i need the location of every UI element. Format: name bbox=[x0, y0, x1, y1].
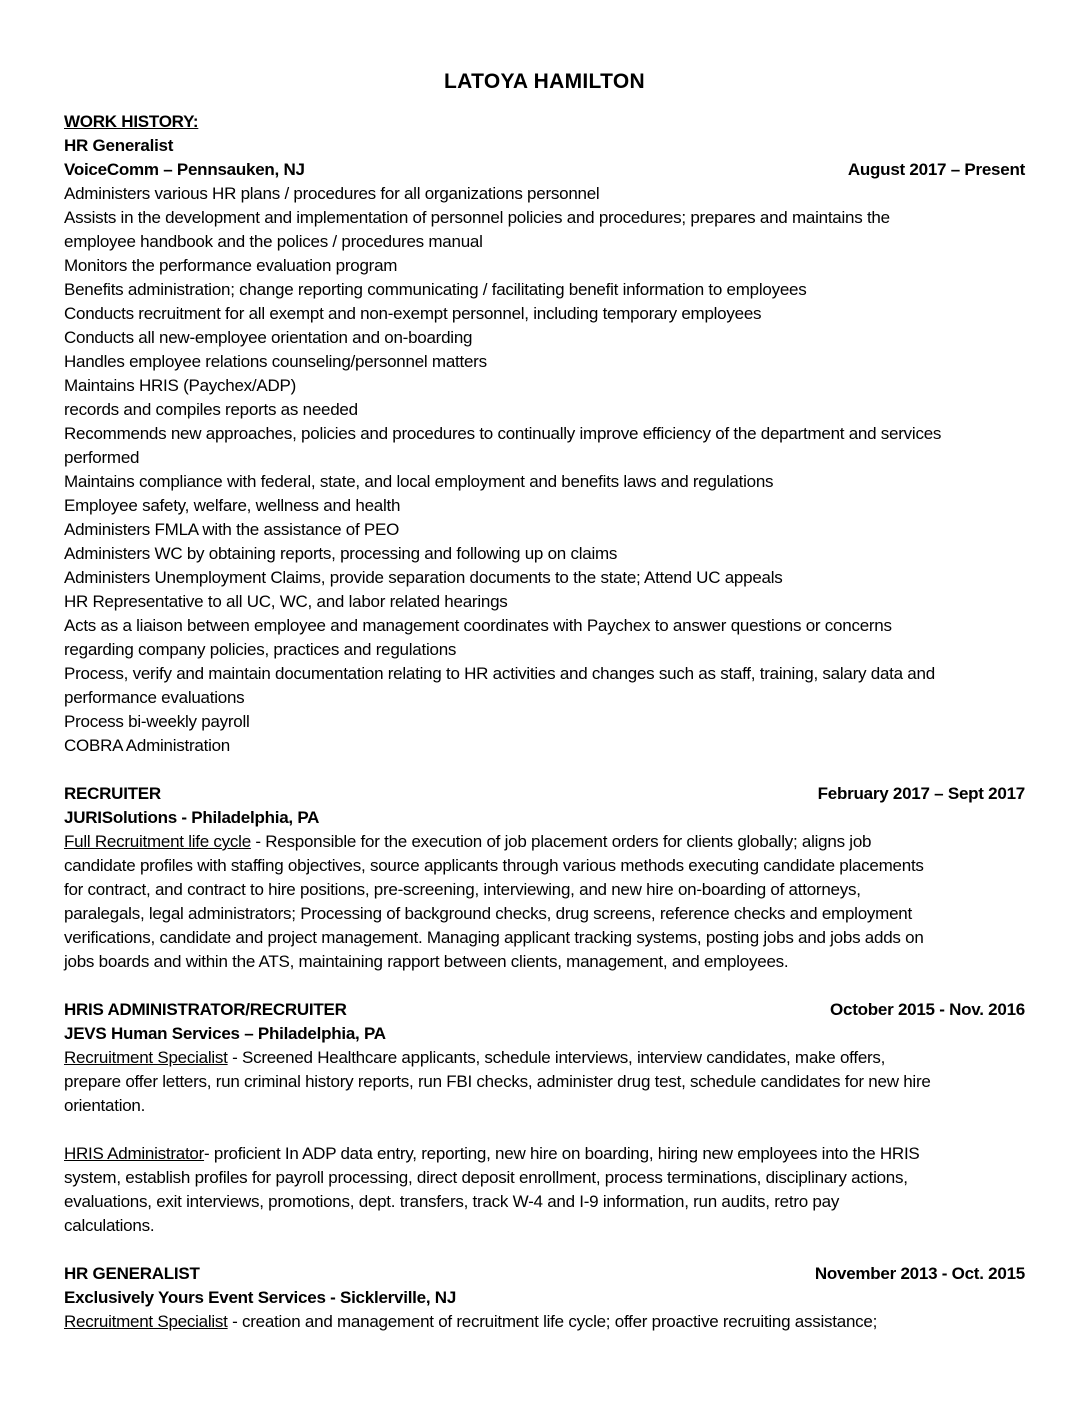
job-header-line bbox=[64, 806, 1025, 830]
job-duty-line bbox=[64, 686, 1025, 710]
jobs-list bbox=[64, 134, 1025, 1334]
job-duty-line bbox=[64, 638, 1025, 662]
duty-text: records and compiles reports as needed bbox=[64, 400, 358, 419]
job-duty-line bbox=[64, 374, 1025, 398]
job-duty-line bbox=[64, 422, 1025, 446]
job-section bbox=[64, 1262, 1025, 1334]
job-header-line bbox=[64, 1286, 1025, 1310]
duty-text: Employee safety, welfare, wellness and health bbox=[64, 496, 401, 515]
duty-text: Monitors the performance evaluation program bbox=[64, 256, 398, 275]
duty-text: for contract, and contract to hire positions, pre-screening, interviewing, and new hire on-boarding of attorneys, bbox=[64, 880, 861, 899]
duty-text: Administers various HR plans / procedures for all organizations personnel bbox=[64, 184, 600, 203]
job-duty-line bbox=[64, 470, 1025, 494]
job-duty-line bbox=[64, 494, 1025, 518]
duty-text: - Responsible for the execution of job placement orders for clients globally; aligns job bbox=[250, 832, 872, 851]
duty-text: regarding company policies, practices and regulations bbox=[64, 640, 457, 659]
job-duty-line bbox=[64, 734, 1025, 758]
duty-text: jobs boards and within the ATS, maintaining rapport between clients, management, and employees. bbox=[64, 952, 789, 971]
duty-text: employee handbook and the polices / procedures manual bbox=[64, 232, 483, 251]
work-history-heading: WORK HISTORY: bbox=[64, 112, 199, 131]
duty-text: orientation. bbox=[64, 1096, 146, 1115]
job-title: HRIS ADMINISTRATOR/RECRUITER bbox=[64, 1000, 347, 1019]
job-duty-line bbox=[64, 1094, 1025, 1118]
duty-text: performance evaluations bbox=[64, 688, 245, 707]
job-dates: November 2013 - Oct. 2015 bbox=[814, 1264, 1025, 1283]
job-duty-line bbox=[64, 614, 1025, 638]
duty-text: Acts as a liaison between employee and management coordinates with Paychex to answer questions or concerns bbox=[64, 616, 892, 635]
duty-text: paralegals, legal administrators; Processing of background checks, drug screens, reference checks and employment bbox=[64, 904, 912, 923]
duty-text: Benefits administration; change reporting communicating / facilitating benefit information to employees bbox=[64, 280, 807, 299]
job-company: VoiceComm – Pennsauken, NJ bbox=[64, 160, 305, 179]
job-duty-line bbox=[64, 206, 1025, 230]
job-duty-line bbox=[64, 854, 1025, 878]
job-dates: October 2015 - Nov. 2016 bbox=[830, 1000, 1025, 1019]
duty-text: Maintains HRIS (Paychex/ADP) bbox=[64, 376, 297, 395]
job-section bbox=[64, 782, 1025, 974]
job-duty-line bbox=[64, 1190, 1025, 1214]
duty-text: Process, verify and maintain documentation relating to HR activities and changes such as staff, training, salary data and bbox=[64, 664, 935, 683]
job-duty-line bbox=[64, 926, 1025, 950]
job-duty-line bbox=[64, 254, 1025, 278]
job-duty-line bbox=[64, 662, 1025, 686]
job-duty-line bbox=[64, 302, 1025, 326]
job-duty-line bbox=[64, 1142, 1025, 1166]
job-duty-line bbox=[64, 902, 1025, 926]
duty-text: Administers FMLA with the assistance of PEO bbox=[64, 520, 400, 539]
job-duty-line bbox=[64, 1166, 1025, 1190]
job-duty-line bbox=[64, 350, 1025, 374]
underlined-lead: HRIS Administrator bbox=[64, 1144, 205, 1163]
job-duty-line bbox=[64, 710, 1025, 734]
job-duty-line bbox=[64, 1070, 1025, 1094]
duty-text: COBRA Administration bbox=[64, 736, 231, 755]
job-duty-line bbox=[64, 566, 1025, 590]
job-duty-line bbox=[64, 518, 1025, 542]
duty-text: Administers Unemployment Claims, provide separation documents to the state; Attend UC appeals bbox=[64, 568, 783, 587]
duty-text: verifications, candidate and project management. Managing applicant tracking systems, posting jobs and jobs adds on bbox=[64, 928, 924, 947]
duty-text: Process bi-weekly payroll bbox=[64, 712, 250, 731]
job-company: Exclusively Yours Event Services - Sicklerville, NJ bbox=[64, 1288, 457, 1307]
job-duty-line bbox=[64, 542, 1025, 566]
job-duty-line bbox=[64, 446, 1025, 470]
job-header-line bbox=[64, 998, 1025, 1022]
duty-text: prepare offer letters, run criminal history reports, run FBI checks, administer drug test, schedule candidates for new hire bbox=[64, 1072, 931, 1091]
duty-text: system, establish profiles for payroll processing, direct deposit enrollment, process terminations, disciplinary actions, bbox=[64, 1168, 908, 1187]
page-title: LATOYA HAMILTON bbox=[444, 70, 645, 93]
job-duty-line bbox=[64, 230, 1025, 254]
duty-text: - Screened Healthcare applicants, schedule interviews, interview candidates, make offers, bbox=[227, 1048, 886, 1067]
job-title: RECRUITER bbox=[64, 784, 161, 803]
job-duty-line bbox=[64, 1118, 1025, 1142]
job-header-line bbox=[64, 1262, 1025, 1286]
duty-text: Conducts recruitment for all exempt and non-exempt personnel, including temporary employees bbox=[64, 304, 762, 323]
job-section bbox=[64, 998, 1025, 1238]
duty-text: Conducts all new-employee orientation and on-boarding bbox=[64, 328, 473, 347]
job-duty-line bbox=[64, 182, 1025, 206]
job-duty-line bbox=[64, 398, 1025, 422]
underlined-lead: Full Recruitment life cycle bbox=[64, 832, 251, 851]
job-duty-line bbox=[64, 590, 1025, 614]
duty-text: performed bbox=[64, 448, 140, 467]
duty-text: candidate profiles with staffing objectives, source applicants through various methods executing candidate placements bbox=[64, 856, 924, 875]
duty-text: Maintains compliance with federal, state, and local employment and benefits laws and regulations bbox=[64, 472, 774, 491]
duty-text: Recommends new approaches, policies and procedures to continually improve efficiency of the department and services bbox=[64, 424, 942, 443]
duty-text: - creation and management of recruitment life cycle; offer proactive recruiting assistance; bbox=[227, 1312, 878, 1331]
job-header-line bbox=[64, 1022, 1025, 1046]
job-duty-line bbox=[64, 326, 1025, 350]
duty-text: Handles employee relations counseling/personnel matters bbox=[64, 352, 487, 371]
duty-text: HR Representative to all UC, WC, and labor related hearings bbox=[64, 592, 508, 611]
job-dates: February 2017 – Sept 2017 bbox=[817, 784, 1025, 803]
underlined-lead: Recruitment Specialist bbox=[64, 1312, 228, 1331]
job-duty-line bbox=[64, 1310, 1025, 1334]
job-company: JEVS Human Services – Philadelphia, PA bbox=[64, 1024, 386, 1043]
duty-text: - proficient In ADP data entry, reporting, new hire on boarding, hiring new employees into the HRIS bbox=[204, 1144, 920, 1163]
duty-text: Assists in the development and implementation of personnel policies and procedures; prepares and maintains the bbox=[64, 208, 890, 227]
job-header-line bbox=[64, 782, 1025, 806]
job-title: HR GENERALIST bbox=[64, 1264, 200, 1283]
job-header-line bbox=[64, 134, 1025, 158]
underlined-lead: Recruitment Specialist bbox=[64, 1048, 228, 1067]
job-section bbox=[64, 134, 1025, 758]
duty-text: evaluations, exit interviews, promotions, dept. transfers, track W-4 and I-9 information, run audits, retro pay bbox=[64, 1192, 840, 1211]
job-header-line bbox=[64, 158, 1025, 182]
duty-text: calculations. bbox=[64, 1216, 155, 1235]
duty-text: Administers WC by obtaining reports, processing and following up on claims bbox=[64, 544, 618, 563]
job-dates: August 2017 – Present bbox=[847, 160, 1025, 179]
job-duty-line bbox=[64, 878, 1025, 902]
job-duty-line bbox=[64, 950, 1025, 974]
job-duty-line bbox=[64, 1046, 1025, 1070]
job-duty-line bbox=[64, 278, 1025, 302]
job-company: JURISolutions - Philadelphia, PA bbox=[64, 808, 320, 827]
job-duty-line bbox=[64, 830, 1025, 854]
job-title: HR Generalist bbox=[64, 136, 174, 155]
job-duty-line bbox=[64, 1214, 1025, 1238]
